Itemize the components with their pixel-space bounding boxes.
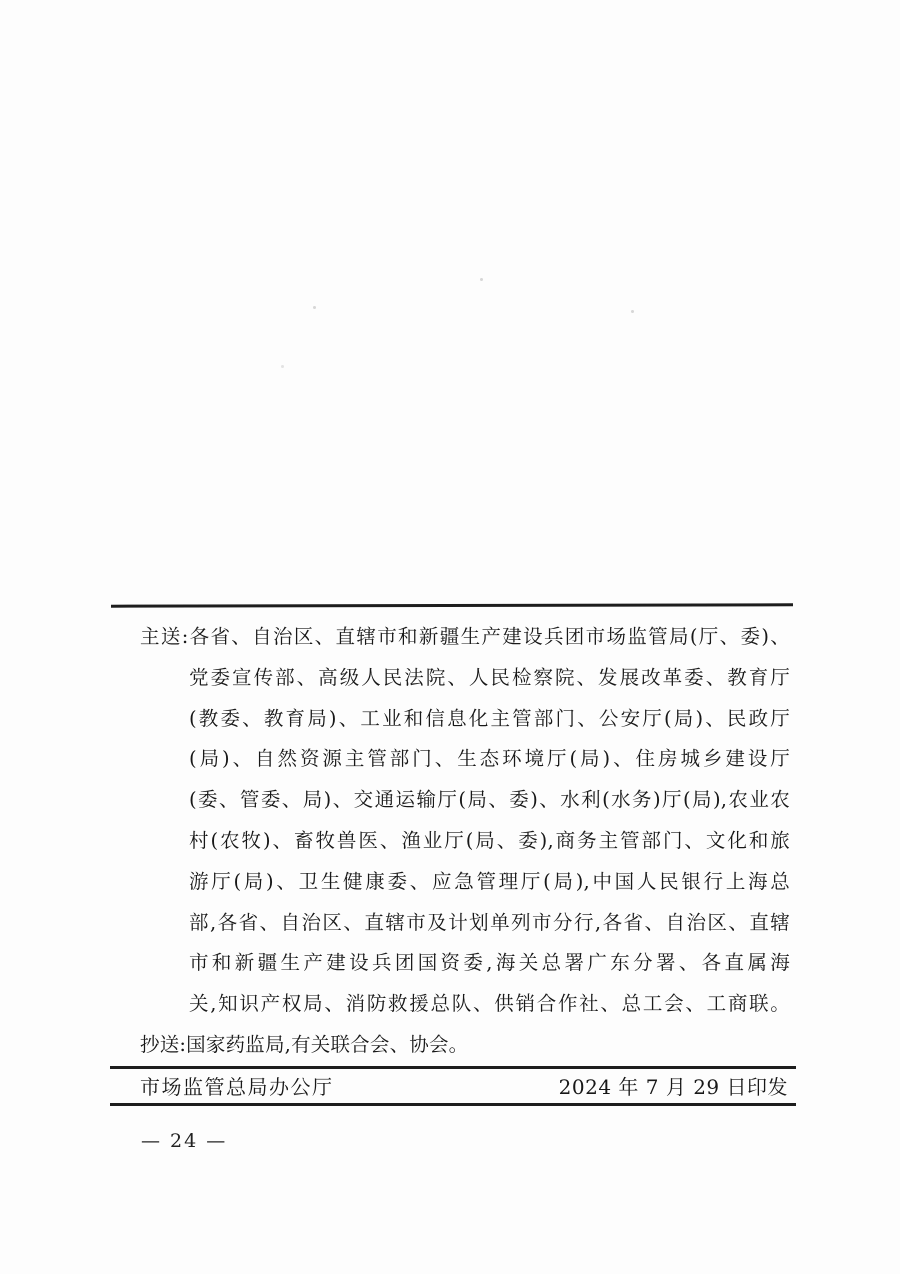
recipient-line: 游厅(局)、卫生健康委、应急管理厅(局),中国人民银行上海总 bbox=[189, 869, 790, 893]
page-number: — 24 — bbox=[141, 1130, 228, 1152]
distribution-separator-rule bbox=[111, 603, 793, 607]
recipient-line: 市和新疆生产建设兵团国资委,海关总署广东分署、各直属海 bbox=[189, 951, 790, 975]
scan-speck bbox=[281, 365, 284, 368]
scan-speck bbox=[313, 306, 316, 309]
colophon-rule-bottom bbox=[110, 1103, 796, 1106]
cc-recipients-line: 抄送:国家药监局,有关联合会、协会。 bbox=[140, 1032, 469, 1056]
recipient-line: 村(农牧)、畜牧兽医、渔业厅(局、委),商务主管部门、文化和旅 bbox=[189, 828, 790, 852]
scan-speck bbox=[631, 310, 634, 313]
main-recipients-line: 主送:各省、自治区、直辖市和新疆生产建设兵团市场监管局(厅、委)、 bbox=[140, 625, 790, 648]
recipient-line: 党委宣传部、高级人民法院、人民检察院、发展改革委、教育厅 bbox=[189, 665, 790, 689]
recipient-line: 关,知识产权局、消防救援总队、供销合作社、总工会、工商联。 bbox=[189, 992, 790, 1016]
recipient-line: (局)、自然资源主管部门、生态环境厅(局)、住房城乡建设厅 bbox=[189, 747, 790, 771]
colophon-rule-top bbox=[110, 1066, 796, 1069]
recipient-line: (教委、教育局)、工业和信息化主管部门、公安厅(局)、民政厅 bbox=[189, 706, 790, 730]
scan-speck bbox=[480, 278, 483, 281]
print-date: 2024 年 7 月 29 日印发 bbox=[558, 1074, 788, 1099]
colophon bbox=[140, 1070, 788, 1100]
issuing-office: 市场监管总局办公厅 bbox=[140, 1074, 334, 1099]
distribution-list bbox=[140, 617, 790, 1066]
recipient-line: 部,各省、自治区、直辖市及计划单列市分行,各省、自治区、直辖 bbox=[189, 910, 790, 934]
recipient-line: (委、管委、局)、交通运输厅(局、委)、水利(水务)厅(局),农业农 bbox=[189, 788, 790, 812]
